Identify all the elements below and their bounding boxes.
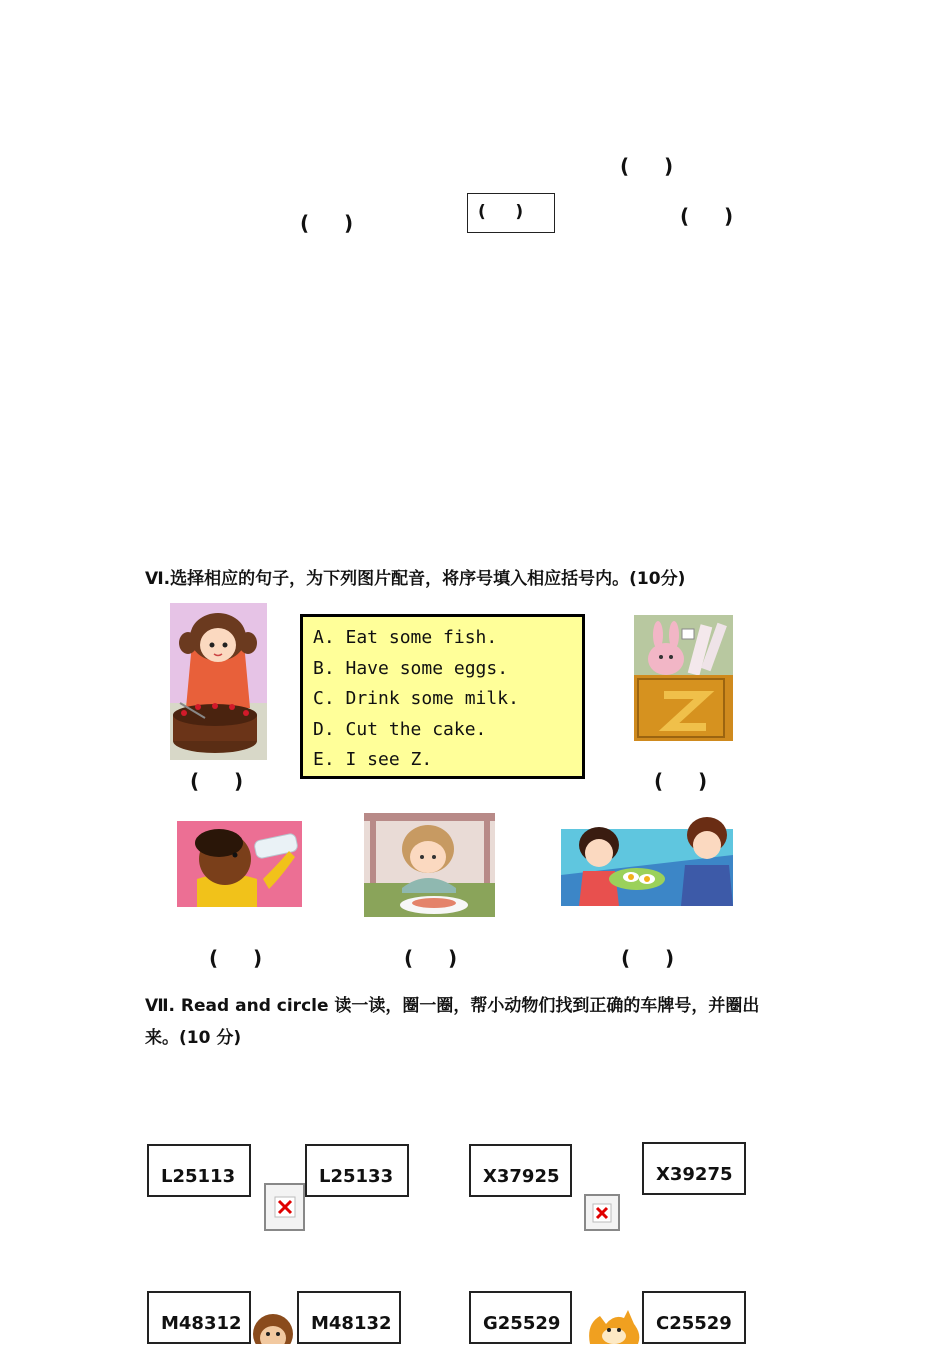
- plate-l25133[interactable]: L25133: [305, 1144, 409, 1197]
- section7-title-line2: 来。(10 分): [145, 1028, 242, 1048]
- broken-image-icon: [264, 1183, 305, 1231]
- plate-x37925[interactable]: X37925: [469, 1144, 572, 1197]
- picture-boy-drinking-milk: [177, 821, 302, 907]
- fox-picture: [584, 1310, 644, 1344]
- plate-g25529[interactable]: G25529: [469, 1291, 572, 1344]
- option-c: C. Drink some milk.: [313, 688, 519, 709]
- sentence-options-box: [300, 614, 585, 779]
- monkey-picture: [251, 1312, 295, 1344]
- plate-m48312[interactable]: M48312: [147, 1291, 251, 1344]
- picture-girl-eating-fish: [364, 813, 495, 917]
- plate-x39275[interactable]: X39275: [642, 1142, 746, 1195]
- picture-z-toy-box: [634, 615, 733, 741]
- answer-paren-cake[interactable]: ( ): [190, 769, 244, 793]
- option-a: A. Eat some fish.: [313, 627, 498, 648]
- answer-paren-top-4[interactable]: ( ): [680, 204, 734, 228]
- broken-image-x-icon: [274, 1196, 296, 1218]
- answer-paren-fish[interactable]: ( ): [404, 946, 458, 970]
- option-e: E. I see Z.: [313, 749, 433, 770]
- answer-paren-z[interactable]: ( ): [654, 769, 708, 793]
- picture-girl-cutting-cake: [170, 603, 267, 760]
- broken-image-icon-2: [584, 1194, 620, 1231]
- section6-title: Ⅵ.选择相应的句子，为下列图片配音，将序号填入相应括号内。(10分): [145, 569, 686, 589]
- section7-title-line1: Ⅶ. Read and circle 读一读，圈一圈，帮小动物们找到正确的车牌号，并圈出: [145, 996, 760, 1016]
- broken-image-x-icon: [592, 1203, 612, 1223]
- answer-paren-eggs[interactable]: ( ): [621, 946, 675, 970]
- plate-c25529[interactable]: C25529: [642, 1291, 746, 1344]
- picture-children-with-eggs: [561, 815, 733, 906]
- option-d: D. Cut the cake.: [313, 718, 487, 740]
- answer-paren-top-2[interactable]: ( ): [300, 211, 354, 235]
- plate-l25113[interactable]: L25113: [147, 1144, 251, 1197]
- plate-m48132[interactable]: M48132: [297, 1291, 401, 1344]
- option-b: B. Have some eggs.: [313, 657, 509, 679]
- answer-paren-top-3: ( ): [478, 202, 524, 222]
- answer-box-top[interactable]: [467, 193, 555, 233]
- answer-paren-top-1[interactable]: ( ): [620, 154, 674, 178]
- answer-paren-milk[interactable]: ( ): [209, 946, 263, 970]
